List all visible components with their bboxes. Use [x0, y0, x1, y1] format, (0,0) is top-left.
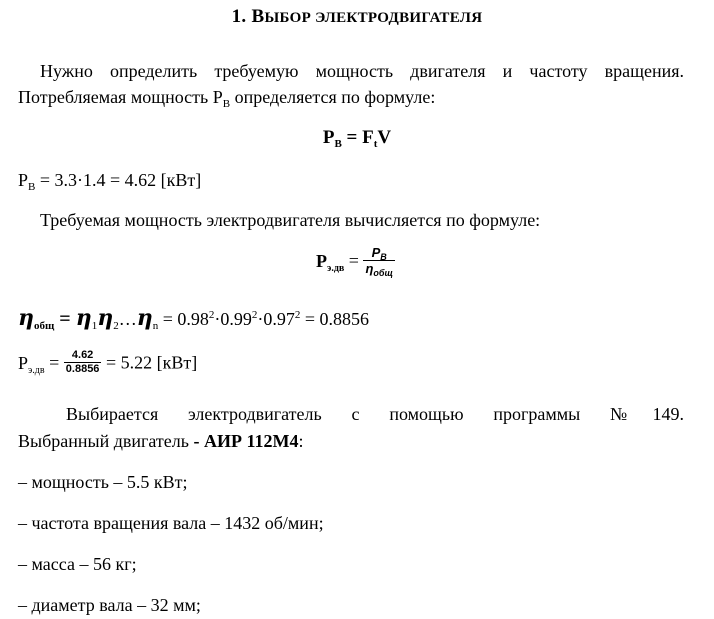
calc2-eq: = — [44, 352, 64, 373]
spec-mass: – масса – 56 кг; — [18, 554, 137, 574]
formula2-p: P — [316, 250, 327, 271]
formula2-num: P — [371, 245, 381, 260]
formula1-v: V — [377, 127, 392, 148]
formula1-p-sub: B — [334, 138, 342, 150]
eta-total-sub: общ — [34, 320, 55, 332]
formula2-p-sub: э.дв — [327, 262, 345, 274]
eta-1: η — [75, 305, 92, 331]
efficiency-calculation — [18, 305, 370, 332]
title-first-letter: В — [251, 6, 265, 27]
formula2-den-sub: общ — [373, 268, 393, 278]
calc2-p-sub: э.дв — [28, 364, 45, 376]
formula1-p: P — [322, 127, 335, 148]
eta-expr-b: ·0.99 — [214, 309, 252, 329]
eta-2: η — [97, 305, 114, 331]
formula-power-consumption — [0, 127, 714, 150]
calc2-result: = 5.22 [кВт] — [101, 352, 198, 373]
formula2-eq: = — [344, 250, 364, 271]
eta-expr-d: = 0.8856 — [300, 309, 370, 329]
formula1-f-sub: t — [373, 138, 378, 150]
selection-line-1: Выбирается электродвигатель с помощью программы №149. — [66, 404, 684, 424]
formula1-eq: = F — [341, 127, 374, 148]
spec-rotation-speed: – частота вращения вала – 1432 об/мин; — [18, 513, 324, 533]
title-rest: ЫБОР ЭЛЕКТРОДВИГАТЕЛЯ — [264, 10, 483, 26]
eta-n-sub: n — [152, 320, 159, 332]
calc2-p: P — [18, 352, 29, 373]
eta-n: η — [136, 305, 153, 331]
calc2-num: 4.62 — [64, 350, 102, 363]
eta-expr-a: = 0.98 — [158, 309, 209, 329]
intro-sub: B — [222, 98, 231, 110]
selection-prefix: Выбранный двигатель — [18, 431, 194, 451]
eta-dots: … — [118, 309, 137, 329]
calc2-fraction — [64, 350, 102, 375]
eta-exp-c: 2 — [294, 309, 301, 321]
section-title — [0, 7, 714, 26]
formula2-fraction — [363, 245, 394, 278]
eta-eq: = — [54, 308, 76, 330]
eta-expr-c: ·0.97 — [257, 309, 295, 329]
eta-1-sub: 1 — [91, 320, 98, 332]
motor-model: - АИР 112М4 — [193, 431, 299, 451]
eta-total: η — [18, 305, 34, 331]
calc1-expr: = 3.3·1.4 = 4.62 [кВт] — [35, 170, 202, 190]
spec-shaft-diameter: – диаметр вала – 32 мм; — [18, 595, 201, 615]
formula-motor-power — [316, 245, 395, 278]
intro-suffix: определяется по формуле: — [230, 87, 436, 107]
spec-power: – мощность – 5.5 кВт; — [18, 472, 188, 492]
selection-line-2 — [18, 432, 304, 450]
calc2-den: 0.8856 — [65, 363, 100, 375]
intro-line-2 — [18, 87, 436, 110]
intro-text: Потребляемая мощность P — [18, 87, 223, 107]
calc1-p: P — [18, 170, 29, 190]
calc-power-consumption — [18, 170, 202, 193]
selection-suffix: : — [298, 431, 304, 451]
paragraph-required-power: Требуемая мощность электродвигателя вычисляется по формуле: — [40, 210, 541, 230]
calc1-p-sub: B — [28, 181, 36, 193]
eta-2-sub: 2 — [113, 320, 119, 332]
intro-line-1: Нужно определить требуемую мощность двигателя и частоту вращения. — [40, 61, 684, 81]
formula2-den: η — [365, 261, 374, 276]
eta-exp-a: 2 — [208, 309, 215, 321]
calc-motor-power — [18, 350, 197, 375]
formula2-num-sub: B — [380, 252, 387, 262]
section-number: 1. — [231, 6, 247, 27]
eta-exp-b: 2 — [251, 309, 258, 321]
